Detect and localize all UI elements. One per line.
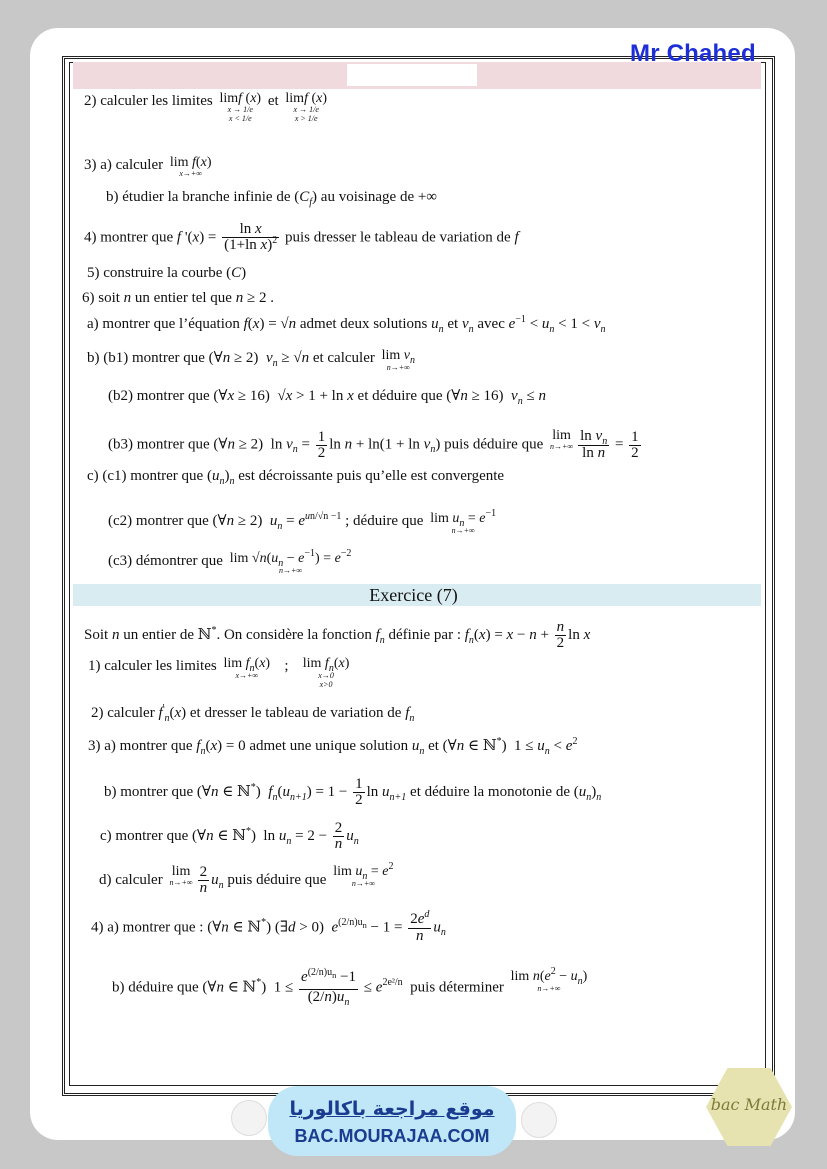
q4-text2: puis dresser le tableau de variation de <box>284 229 511 246</box>
e0-text2: un entier de <box>123 626 194 643</box>
q3a-line: 3) a) calculer lim f(x) x→+∞ <box>84 155 212 178</box>
c3-text: (c3) démontrer que <box>108 553 223 569</box>
q6c3-line: (c3) démontrer que $\lim √n(u_n - e^{-1}) = e^{-2}$ n→+∞ <box>108 548 352 575</box>
q6b3-line: (b3) montrer que (∀n ≥ 2) $\ln v_n$ = $\frac{1}{2}$ $\ln n + \ln(1 + \ln v_n)$ puis déduire que lim n→+∞ $\frac{\ln v_n}{\text{ln n}}$ = $\frac{1}{2}$ <box>108 428 639 461</box>
q6b1-line: b) (b1) montrer que (∀n ≥ 2) $v_n \ge √n$ et calculer $\lim v_n$ n→+∞ <box>87 348 416 372</box>
e1-line: 1) calculer les limites $\lim f_n(x)$ x→+∞ ; $\lim f_n(x)$ x→0 x>0 <box>88 656 350 689</box>
site-arabic-link[interactable]: موقع مراجعة باكالوريا <box>289 1098 495 1120</box>
q6a-text2: admet deux solutions <box>299 316 428 332</box>
e3b-text2: et déduire la monotonie de <box>410 783 570 800</box>
bac-math-badge-text: bac Math <box>710 1095 788 1114</box>
e3d-text2: puis déduire que <box>227 871 327 888</box>
c1-text2: est décroissante puis qu’elle est convergente <box>238 468 505 484</box>
e4b-text: b) déduire que <box>112 979 199 996</box>
q2-and: et <box>267 93 279 109</box>
q6a-line: a) montrer que l’équation f(x) = √n admet deux solutions $u_n$ et $v_n$ avec $e^{-1} < u_n < 1 < v_n$ <box>87 314 606 335</box>
e0-text4: définie par : <box>388 626 461 643</box>
q6-text2: un entier tel que <box>134 290 232 306</box>
e4a-text: 4) a) montrer que : <box>91 919 204 936</box>
b2-text2: et déduire que <box>357 388 443 404</box>
q5-line: 5) construire la courbe (C) <box>87 265 247 281</box>
b3-text2: puis déduire que <box>444 436 544 453</box>
e3d-line: d) calculer lim n→+∞ $\frac{2}{n}$ $u_n$ puis déduire que $\lim u_n = e^2$ n→+∞ <box>99 861 394 896</box>
q6-text: 6) soit <box>82 290 120 306</box>
q3b-line: b) étudier la branche infinie de $(C_f)$ au voisinage de +∞ <box>106 189 438 208</box>
q3b-text: b) étudier la branche infinie de <box>106 189 291 205</box>
b3-text: (b3) montrer que <box>108 436 210 453</box>
left-logo-icon <box>231 1100 267 1136</box>
e4b-text2: puis déterminer <box>410 979 504 996</box>
site-url-link[interactable]: BAC.MOURAJAA.COM <box>294 1126 490 1146</box>
e2-text: 2) calculer <box>91 705 155 721</box>
q6a-text4: avec <box>477 316 505 332</box>
exercise-title: Exercice (7) <box>369 585 458 605</box>
q6c1-line: c) (c1) montrer que $(u_n)_n$ est décroissante puis qu’elle est convergente <box>87 468 505 487</box>
e0-text: Soit <box>84 626 109 643</box>
e3b-text: b) montrer que <box>104 783 194 800</box>
header-label-box <box>347 64 477 86</box>
q3b-text2: au voisinage de +∞ <box>320 189 438 205</box>
q2-line: 2) calculer les limites limf (x) x → 1/e x < 1/e et limf (x) x → 1/e x > 1/e <box>84 91 328 123</box>
e3a-text3: et <box>428 738 439 754</box>
e3c-line: c) montrer que (∀n ∈ ℕ*) $\ln u_n = 2$ − $\frac{2}{n}$ $u_n$ <box>100 820 359 852</box>
q6b2-line: (b2) montrer que (∀x ≥ 16) √x > 1 + ln x et déduire que (∀n ≥ 16) $v_n \le n$ <box>108 388 546 407</box>
e2-line: 2) calculer $f'_n(x)$ et dresser le tableau de variation de $f_n$ <box>91 703 415 724</box>
b1-text: b) (b1) montrer que <box>87 350 205 366</box>
c1-text: c) (c1) montrer que <box>87 468 204 484</box>
ex-intro-line: Soit n un entier de ℕ*. On considère la fonction $f_n$ définie par : $f_n(x) = x - n$ + $\frac{n}{2}$ ln x <box>84 619 591 651</box>
e3d-text: d) calculer <box>99 871 163 888</box>
e3a-text2: admet une unique solution <box>249 738 409 754</box>
b1-text2: et calculer <box>312 350 375 366</box>
e4a-line: 4) a) montrer que : (∀n ∈ ℕ*) (∃d > 0) $e^{(2/n)u_n} - 1$ = $\frac{2e^d}{n}$ $u_n$ <box>91 909 446 944</box>
q6a-text3: et <box>447 316 459 332</box>
c2-text2: ; déduire que <box>345 513 424 529</box>
right-logo-icon <box>521 1102 557 1138</box>
e3a-text: 3) a) montrer que <box>88 738 193 754</box>
e2-text2: et dresser le tableau de variation de <box>189 705 402 721</box>
q6c2-line: (c2) montrer que (∀n ≥ 2) $u_n = e^{un/√n -1}$ ; déduire que $\lim u_n = e^{-1}$ n→+∞ <box>108 508 497 535</box>
e3b-line: b) montrer que (∀n ∈ ℕ*) $f_n(u_{n+1}) = 1$ − $\frac{1}{2}$ $\ln u_{n+1}$ et déduire la monotonie de $(u_n)_n$ <box>104 776 602 808</box>
q6a-text: a) montrer que l’équation <box>87 316 240 332</box>
e4b-line: b) déduire que (∀n ∈ ℕ*) 1 ≤ $\frac{e^{(2/n)u_n} -1}{(2/n)u_n}$ ≤ $e^{2e^2/n}$ puis déterminer $\lim n(e^2 - u_n)$ n→+∞ <box>112 966 588 1008</box>
e3a-line: 3) a) montrer que $f_n(x) = 0$ admet une unique solution $u_n$ et (∀n ∈ ℕ*) $1 \le u_n < e^2$ <box>88 736 578 757</box>
author-name: Mr Chahed <box>630 40 756 67</box>
c2-text: (c2) montrer que <box>108 513 209 529</box>
q5-text: 5) construire la courbe <box>87 265 223 281</box>
e3c-text: c) montrer que <box>100 827 189 844</box>
q2-text: 2) calculer les limites <box>84 93 213 109</box>
e0-text3: . On considère la fonction <box>216 626 372 643</box>
q3a-text: 3) a) calculer <box>84 157 164 173</box>
q4-line: 4) montrer que f '(x) = $\frac{\text{ln x}}{(1+\ln x)^2}$ puis dresser le tableau de variation de f <box>84 221 519 253</box>
q4-text: 4) montrer que <box>84 229 174 246</box>
q6-line: 6) soit n un entier tel que n ≥ 2 . <box>82 290 274 306</box>
b2-text: (b2) montrer que <box>108 388 210 404</box>
e1-text: 1) calculer les limites <box>88 658 217 674</box>
